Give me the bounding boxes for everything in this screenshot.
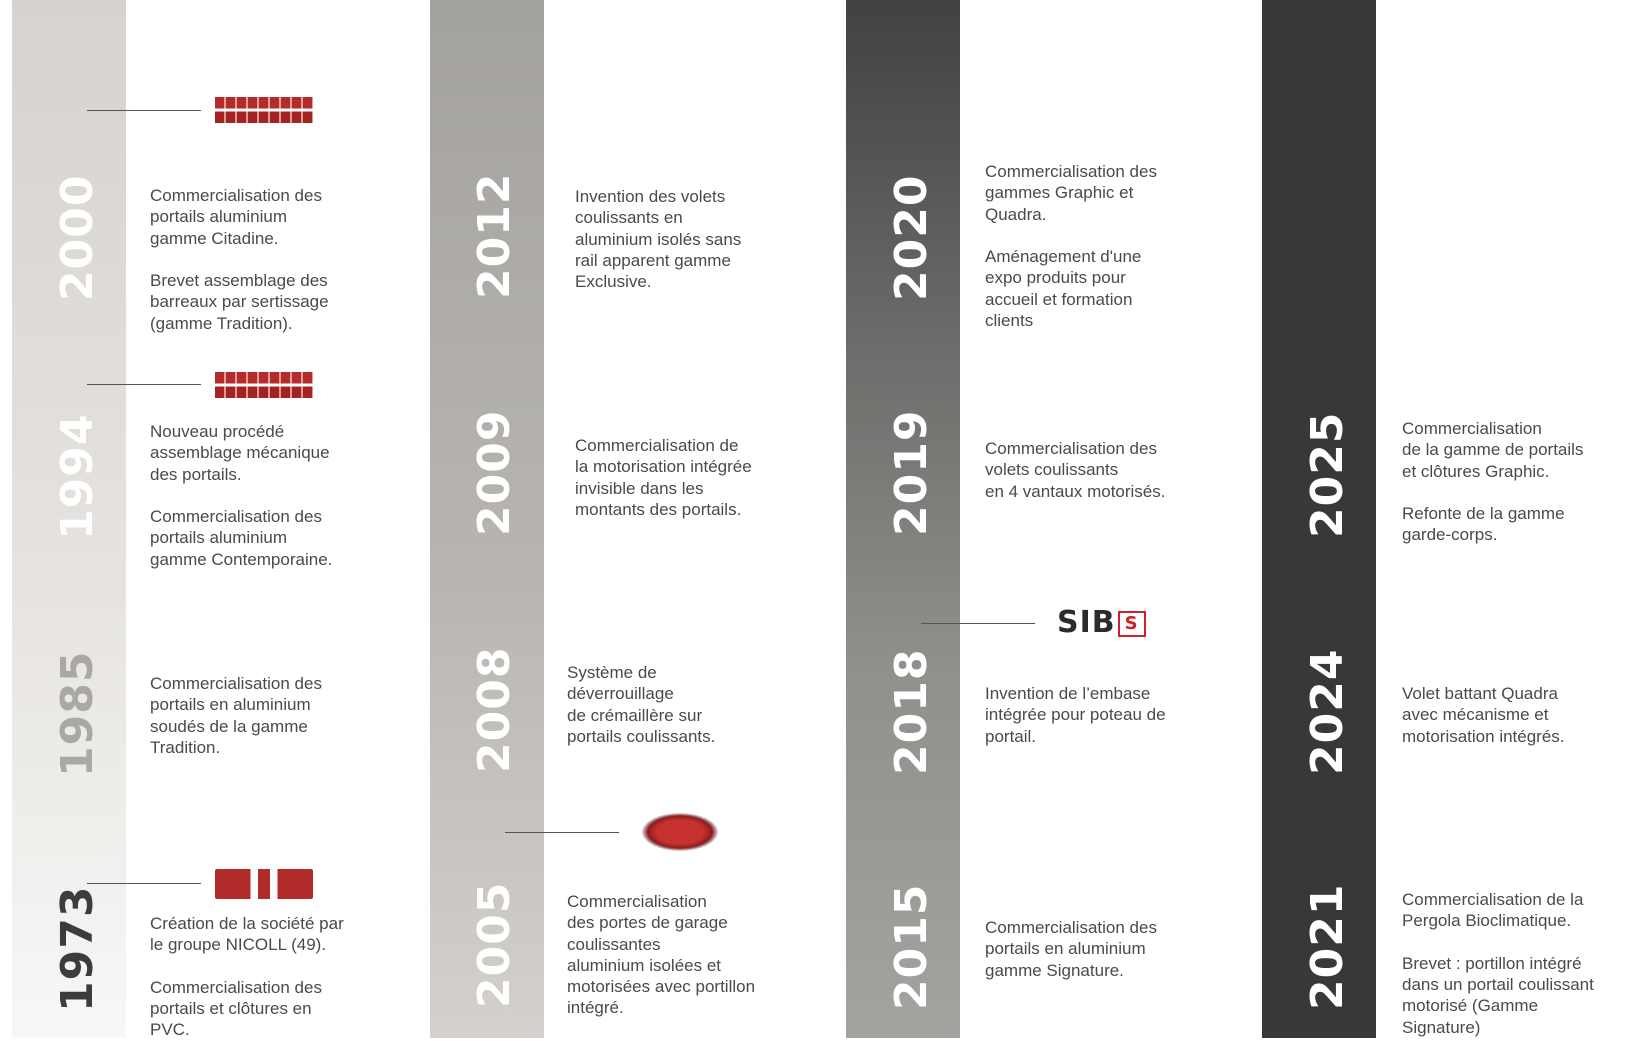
sib-brand-text: SIB <box>1057 605 1116 640</box>
logo-connector-line <box>87 883 201 884</box>
year-label: 2019 <box>886 409 937 536</box>
milestone-text: Commercialisation des volets coulissants en 4 vantaux motorisés. <box>985 439 1166 501</box>
year-label: 2020 <box>886 174 937 301</box>
sib-logo-1994 <box>215 372 313 398</box>
milestone-text: Commercialisation des portails en aluminium soudés de la gamme Tradition. <box>150 674 322 757</box>
milestone-text: Commercialisation des portails en aluminium gamme Signature. <box>985 918 1157 980</box>
year-label: 1994 <box>52 413 103 540</box>
year-label: 2012 <box>469 172 520 299</box>
year-label: 2005 <box>469 881 520 1008</box>
year-label: 2024 <box>1302 648 1353 775</box>
milestone-text: Système de déverrouillage de crémaillère sur portails coulissants. <box>567 663 716 746</box>
milestone-text: Invention des volets coulissants en aluminium isolés sans rail apparent gamme Exclusive. <box>575 187 742 292</box>
year-label: 2018 <box>886 648 937 775</box>
year-label: 2008 <box>469 646 520 773</box>
milestone-text: Commercialisation des portes de garage coulissantes aluminium isolées et motorisées avec portillon intégré. <box>567 892 756 1018</box>
sib-logo-2018 <box>1057 605 1146 640</box>
year-label: 1973 <box>52 885 103 1012</box>
milestone-text: Commercialisation des portails aluminium gamme Citadine. Brevet assemblage des barreaux par sertissage (gamme Tradition). <box>150 186 329 333</box>
sib-badge: S <box>1118 611 1146 637</box>
milestone-text: Nouveau procédé assemblage mécanique des portails. Commercialisation des portails aluminium gamme Contemporaine. <box>150 422 333 569</box>
sib-logo-1973 <box>215 869 313 899</box>
logo-connector-line <box>87 384 201 385</box>
milestone-text: Création de la société par le groupe NICOLL (49). Commercialisation des portails et clôtures en PVC. <box>150 914 344 1040</box>
year-label: 1985 <box>52 650 103 777</box>
logo-connector-line <box>87 110 201 111</box>
milestone-text: Volet battant Quadra avec mécanisme et motorisation intégrés. <box>1402 684 1565 746</box>
milestone-text: Commercialisation de la motorisation intégrée invisible dans les montants des portails. <box>575 436 752 519</box>
year-label: 2015 <box>886 883 937 1010</box>
milestone-text: Invention de l’embase intégrée pour poteau de portail. <box>985 684 1166 746</box>
year-label: 2000 <box>52 174 103 301</box>
sib-oval-logo-2005 <box>642 813 718 851</box>
milestone-text: Commercialisation de la Pergola Bioclimatique. Brevet : portillon intégré dans un portail coulissant motorisé (Gamme Signature) <box>1402 890 1594 1037</box>
year-label: 2009 <box>469 409 520 536</box>
milestone-text: Commercialisation de la gamme de portails et clôtures Graphic. Refonte de la gamme garde-corps. <box>1402 419 1584 545</box>
year-label: 2021 <box>1302 883 1353 1010</box>
logo-connector-line <box>921 623 1035 624</box>
milestone-text: Commercialisation des gammes Graphic et Quadra. Aménagement d'une expo produits pour accueil et formation clients <box>985 162 1157 331</box>
year-label: 2025 <box>1302 411 1353 538</box>
sib-logo-2000 <box>215 97 313 123</box>
logo-connector-line <box>505 832 619 833</box>
